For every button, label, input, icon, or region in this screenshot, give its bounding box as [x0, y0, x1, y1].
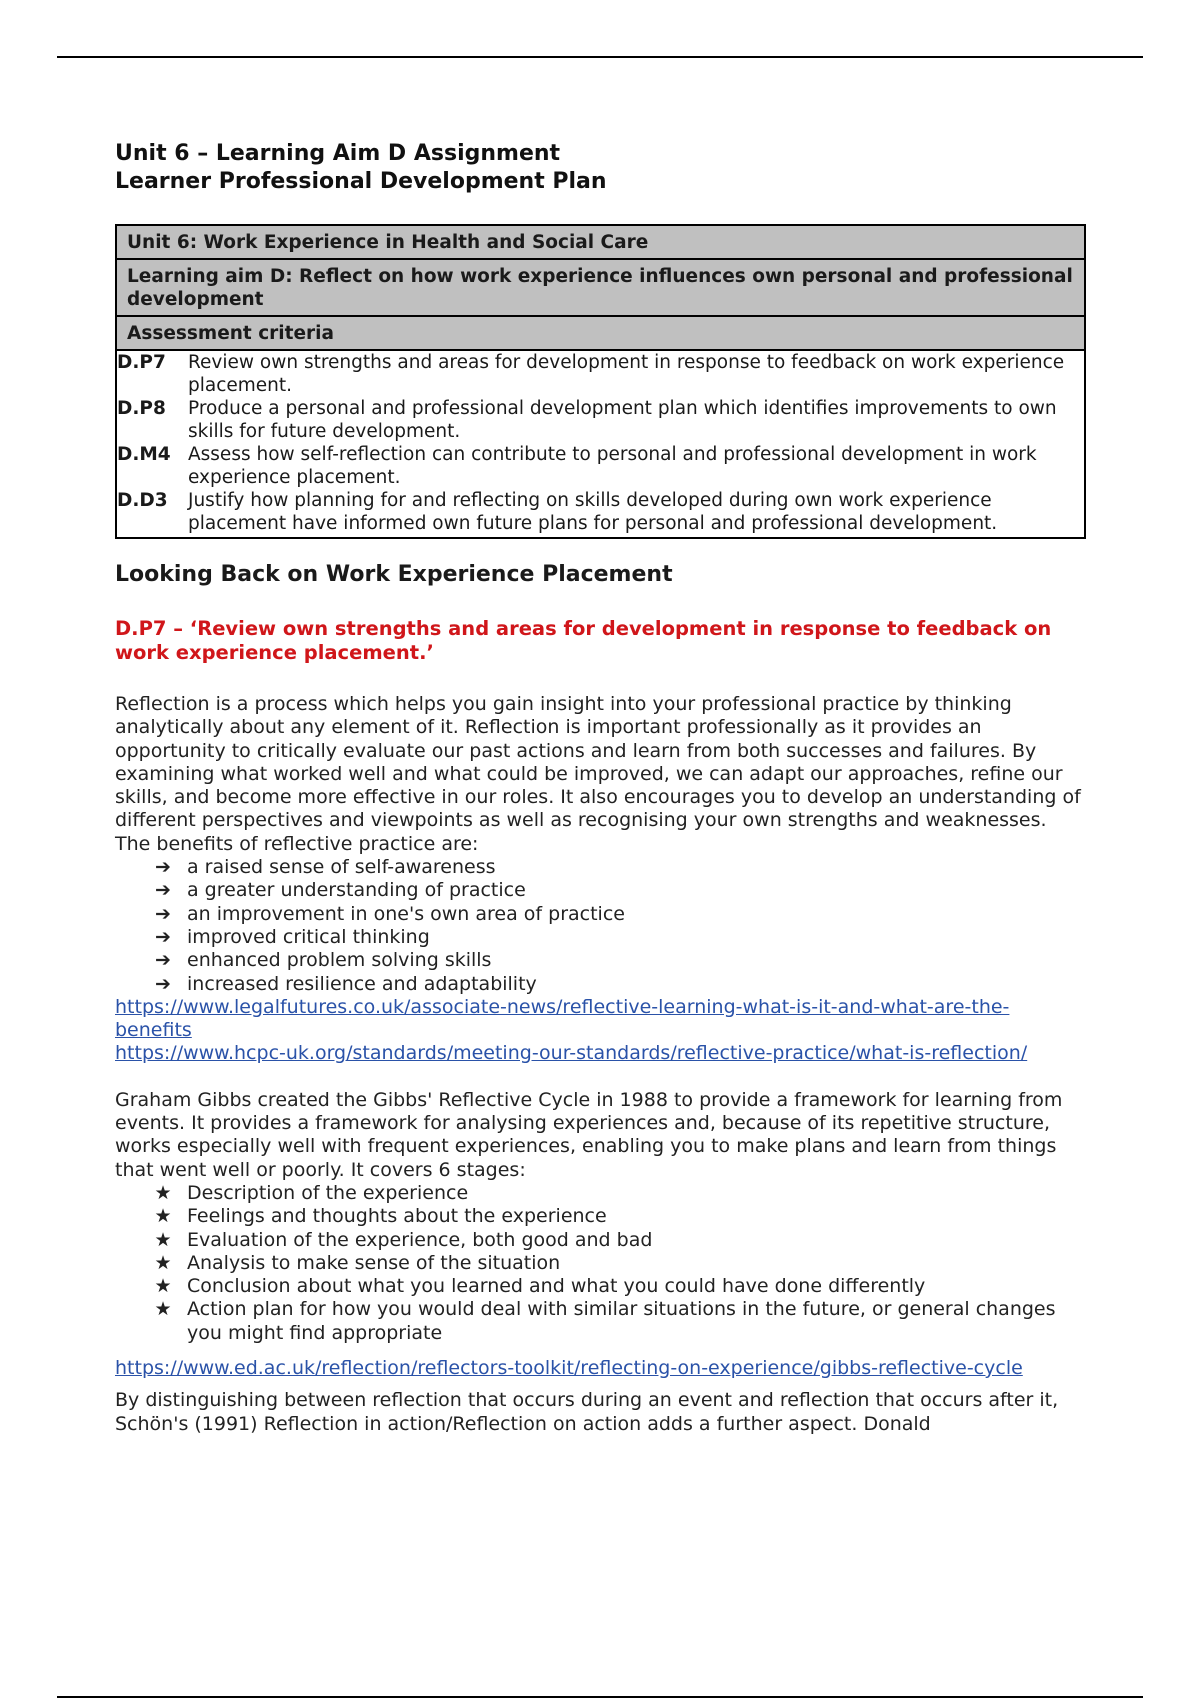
criterion-code: D.D3: [117, 490, 168, 511]
document-body: [115, 140, 1085, 1436]
list-item-text: a greater understanding of practice: [187, 879, 526, 902]
learning-aim-row: [116, 259, 1085, 316]
criterion-text: Produce a personal and professional development plan which identifies improvements to own skills for future development.: [188, 398, 1057, 442]
legalfutures-link[interactable]: https://www.legalfutures.co.uk/associate-news/reflective-learning-what-is-it-and-what-are-the-benefits: [115, 995, 1010, 1042]
list-item-text: Conclusion about what you learned and what you could have done differently: [187, 1275, 926, 1298]
assessment-heading-cell: Assessment criteria: [116, 316, 1085, 350]
list-item: [153, 1205, 1085, 1228]
criterion-code: D.P8: [117, 398, 166, 419]
list-item: [153, 1252, 1085, 1275]
unit-header-cell: Unit 6: Work Experience in Health and Social Care: [116, 225, 1085, 259]
list-item: [153, 879, 1085, 902]
hcpc-link[interactable]: https://www.hcpc-uk.org/standards/meeting-our-standards/reflective-practice/what-is-reflection/: [115, 1042, 1028, 1065]
section-heading: Looking Back on Work Experience Placement: [115, 562, 673, 587]
arrow-bullet-icon: ➔: [155, 902, 171, 925]
star-bullet-icon: ★: [154, 1181, 172, 1204]
list-item-text: a raised sense of self-awareness: [187, 856, 496, 879]
criterion-text: Review own strengths and areas for development in response to feedback on work experience placement.: [188, 352, 1065, 396]
benefits-list: [153, 856, 1085, 996]
criterion-row: [116, 397, 1085, 443]
criterion-code: D.M4: [117, 444, 171, 465]
list-item-text: Description of the experience: [187, 1181, 469, 1204]
arrow-bullet-icon: ➔: [155, 856, 171, 879]
list-item: [153, 903, 1085, 926]
title-line-1: Unit 6 – Learning Aim D Assignment: [115, 141, 561, 166]
reflection-paragraph: Reflection is a process which helps you gain insight into your professional practice by thinking analytically about any element of it. Reflection is important professionally as it provides an opportunity to critically evaluate our past actions and learn from both successes and failures. By examining what worked well and what could be improved, we can adapt our approaches, refine our skills, and become more effective in our roles. It also encourages you to develop an understanding of different perspectives and viewpoints as well as recognising your own strengths and weaknesses. The benefits of reflective practice are:: [115, 693, 1081, 855]
star-bullet-icon: ★: [154, 1275, 172, 1298]
list-item-text: enhanced problem solving skills: [187, 949, 492, 972]
arrow-bullet-icon: ➔: [155, 972, 171, 995]
unit-header-row: [116, 225, 1085, 259]
criterion-text: Justify how planning for and reflecting on skills developed during own work experience placement have informed own future plans for personal and professional development.: [188, 490, 998, 534]
star-bullet-icon: ★: [154, 1251, 172, 1274]
star-bullet-icon: ★: [154, 1298, 172, 1321]
list-item-text: Action plan for how you would deal with similar situations in the future, or general changes you might find appropriate: [187, 1298, 1056, 1344]
bottom-rule: [57, 1696, 1143, 1698]
star-bullet-icon: ★: [154, 1228, 172, 1251]
list-item: [153, 1275, 1085, 1298]
assessment-criteria-table: [115, 224, 1086, 539]
list-item-text: an improvement in one's own area of practice: [187, 902, 625, 925]
learning-aim-cell: Learning aim D: Reflect on how work experience influences own personal and professional development: [116, 259, 1085, 316]
gibbs-paragraph: Graham Gibbs created the Gibbs' Reflective Cycle in 1988 to provide a framework for learning from events. It provides a framework for analysing experiences and, because of its repetitive structure, works especially well with frequent experiences, enabling you to make plans and learn from things that went well or poorly. It covers 6 stages:: [115, 1088, 1063, 1181]
title-line-2: Learner Professional Development Plan: [115, 169, 607, 194]
arrow-bullet-icon: ➔: [155, 925, 171, 948]
list-item-text: improved critical thinking: [187, 925, 430, 948]
arrow-bullet-icon: ➔: [155, 949, 171, 972]
list-item-text: Analysis to make sense of the situation: [187, 1251, 561, 1274]
criterion-row: [116, 443, 1085, 489]
gibbs-cycle-link[interactable]: https://www.ed.ac.uk/reflection/reflectors-toolkit/reflecting-on-experience/gibbs-reflective-cycle: [115, 1357, 1023, 1380]
list-item: [153, 1182, 1085, 1205]
list-item: [153, 949, 1085, 972]
criterion-row: [116, 489, 1085, 538]
criterion-code: D.P7: [117, 352, 166, 373]
criterion-text: Assess how self-reflection can contribute to personal and professional development in work experience placement.: [188, 444, 1037, 488]
list-item: [153, 1298, 1085, 1345]
dp7-heading: D.P7 – ‘Review own strengths and areas for development in response to feedback on work experience placement.’: [115, 617, 1052, 664]
list-item: [153, 856, 1085, 879]
top-rule: [57, 56, 1143, 58]
schon-paragraph: By distinguishing between reflection that occurs during an event and reflection that occurs after it, Schön's (1991) Reflection in action/Reflection on action adds a further aspect. Donald: [115, 1389, 1059, 1435]
gibbs-stages-list: [153, 1182, 1085, 1345]
list-item: [153, 1229, 1085, 1252]
criterion-row: [116, 350, 1085, 397]
assessment-heading-row: [116, 316, 1085, 350]
list-item-text: increased resilience and adaptability: [187, 972, 537, 995]
arrow-bullet-icon: ➔: [155, 879, 171, 902]
list-item-text: Feelings and thoughts about the experience: [187, 1205, 607, 1228]
list-item: [153, 926, 1085, 949]
list-item: [153, 973, 1085, 996]
list-item-text: Evaluation of the experience, both good and bad: [187, 1228, 653, 1251]
document-title: [115, 140, 1085, 196]
star-bullet-icon: ★: [154, 1205, 172, 1228]
